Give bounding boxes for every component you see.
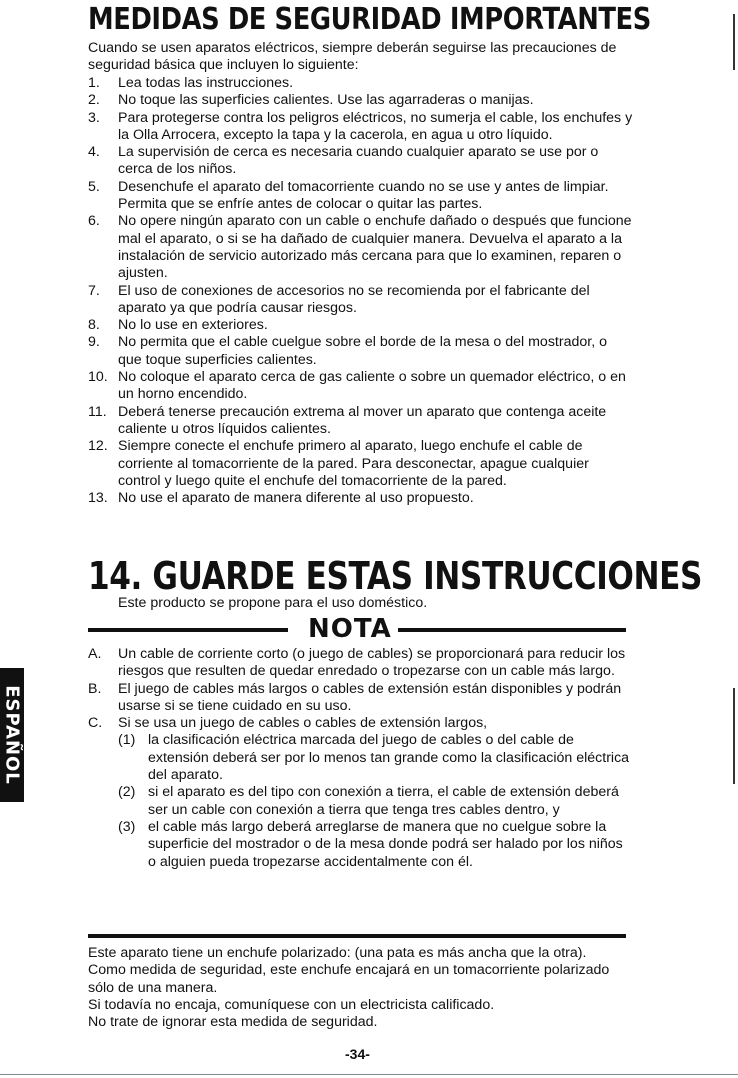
nota-right-rule — [398, 628, 626, 632]
margin-mark — [733, 688, 735, 784]
item-number: 1. — [88, 75, 100, 91]
item-text: Desenchufe el aparato del tomacorriente cuando no se use y antes de limpiar. Permita que se enfríe antes de colocar o quitar las partes. — [118, 178, 609, 213]
item-number: 9. — [88, 334, 100, 351]
item-text: No lo use en exteriores. — [118, 317, 268, 334]
footer-line: Como medida de seguridad, este enchufe encajará en un tomacorriente polarizado sólo de una manera. — [88, 962, 610, 996]
nota-header — [88, 616, 626, 646]
item-number: 6. — [88, 213, 100, 230]
footer-line: Este aparato tiene un enchufe polarizado: (una pata es más ancha que la otra). — [88, 945, 587, 961]
margin-mark — [733, 14, 735, 70]
intro-paragraph: Cuando se usen aparatos eléctricos, siempre deberán seguirse las precauciones de seguridad básica que incluyen lo siguiente: — [88, 40, 617, 74]
list-item — [88, 317, 633, 334]
item-text: La supervisión de cerca es necesaria cuando cualquier aparato se use por o cerca de los niños. — [118, 144, 599, 178]
item-text: No permita que el cable cuelgue sobre el borde de la mesa o del mostrador, o que toque superficies calientes. — [118, 334, 607, 368]
list-item — [88, 144, 633, 179]
item-text: Siempre conecte el enchufe primero al aparato, luego enchufe el cable de corriente al tomacorriente de la pared. Para desconectar, apague cualquier control y luego quite el enchufe del tomacorriente de la pared. — [118, 438, 589, 489]
safety-list — [88, 75, 633, 507]
item-number: 11. — [88, 403, 107, 420]
nota-left-rule — [88, 628, 288, 632]
item-text: No use el aparato de manera diferente al uso propuesto. — [118, 490, 474, 507]
nota-subitem — [118, 732, 633, 784]
item-text: Lea todas las instrucciones. — [118, 75, 294, 91]
list-item — [88, 334, 633, 369]
list-item — [88, 92, 633, 109]
item-number: 2. — [88, 92, 100, 109]
nota-item — [88, 715, 633, 871]
item-14-heading: 14. GUARDE ESTAS INSTRUCCIONES — [88, 554, 703, 598]
subitem-number: (3) — [118, 818, 136, 835]
item-number: 13. — [88, 490, 108, 507]
subitem-number: (2) — [118, 784, 136, 801]
nota-text: Un cable de corriente corto (o juego de cables) se proporcionará para reducir los riesgos que resulten de quedar enredado o tropezarse con un cable más largo. — [118, 646, 626, 680]
item-text: No toque las superficies calientes. Use las agarraderas o manijas. — [118, 92, 534, 109]
subitem-text: si el aparato es del tipo con conexión a tierra, el cable de extensión deberá ser un cable con conexión a tierra que tenga tres cables dentro, y — [148, 784, 619, 818]
item-text: Para protegerse contra los peligros eléctricos, no sumerja el cable, los enchufes y la Olla Arrocera, excepto la tapa y la cacerola, en agua u otro líquido. — [118, 109, 633, 143]
language-side-tab — [0, 668, 24, 802]
product-use-line: Este producto se propone para el uso doméstico. — [118, 595, 428, 611]
nota-bottom-rule — [88, 934, 626, 938]
item-number: 3. — [88, 109, 100, 126]
page-edge-rule — [0, 1074, 738, 1075]
item-text: El uso de conexiones de accesorios no se recomienda por el fabricante del aparato ya que podría causar riesgos. — [118, 282, 590, 316]
item-number: 7. — [88, 282, 100, 299]
nota-letter: C. — [88, 715, 103, 732]
item-number: 4. — [88, 144, 100, 161]
nota-text: El juego de cables más largos o cables de extensión están disponibles y podrán usarse si se tiene cuidado en su uso. — [118, 680, 622, 714]
list-item — [88, 213, 633, 282]
list-item — [88, 283, 633, 318]
nota-item — [88, 681, 633, 716]
subitem-text: el cable más largo deberá arreglarse de manera que no cuelgue sobre la superficie del mostrador o de la mesa donde podrá ser halado por los niños o alguien pueda tropezarse accidentalmente con él. — [148, 818, 623, 870]
nota-sublist — [118, 732, 633, 870]
list-item — [88, 369, 633, 404]
list-item — [88, 404, 633, 439]
nota-list — [88, 646, 633, 871]
list-item — [88, 490, 633, 507]
subitem-text: la clasificación eléctrica marcada del juego de cables o del cable de extensión deberá ser por lo menos tan grande como la clasificación eléctrica del aparato. — [148, 732, 630, 784]
item-text: Deberá tenerse precaución extrema al mover un aparato que contenga aceite caliente u otros líquidos calientes. — [118, 403, 607, 437]
list-item — [88, 179, 633, 214]
nota-item — [88, 646, 633, 681]
footer-line: Si todavía no encaja, comuníquese con un electricista calificado. — [88, 996, 495, 1013]
item-text: No opere ningún aparato con un cable o enchufe dañado o después que funcione mal el aparato, o si se ha dañado de cualquier manera. Devuelva el aparato a la instalación de servicio autorizado más cercana para que lo examinen, reparen o ajusten. — [118, 213, 632, 282]
subitem-number: (1) — [118, 732, 136, 749]
item-number: 10. — [88, 369, 108, 386]
nota-subitem — [118, 819, 633, 871]
item-number: 5. — [88, 178, 100, 195]
side-tab-label: ESPAÑOL — [1, 685, 23, 785]
list-item — [88, 75, 633, 92]
footer-line: No trate de ignorar esta medida de seguridad. — [88, 1014, 378, 1031]
item-text: No coloque el aparato cerca de gas caliente o sobre un quemador eléctrico, o en un horno encendido. — [118, 369, 626, 403]
page-number: -34- — [345, 1046, 370, 1062]
nota-text: Si se usa un juego de cables o cables de extensión largos, — [118, 715, 488, 732]
nota-label: NOTA — [308, 614, 392, 644]
item-number: 12. — [88, 438, 108, 455]
nota-letter: A. — [88, 646, 102, 662]
list-item — [88, 438, 633, 490]
list-item — [88, 110, 633, 145]
polarized-plug-note — [88, 945, 633, 1031]
item-number: 8. — [88, 317, 100, 334]
page-title: MEDIDAS DE SEGURIDAD IMPORTANTES — [88, 2, 651, 37]
nota-letter: B. — [88, 680, 102, 697]
nota-subitem — [118, 784, 633, 819]
